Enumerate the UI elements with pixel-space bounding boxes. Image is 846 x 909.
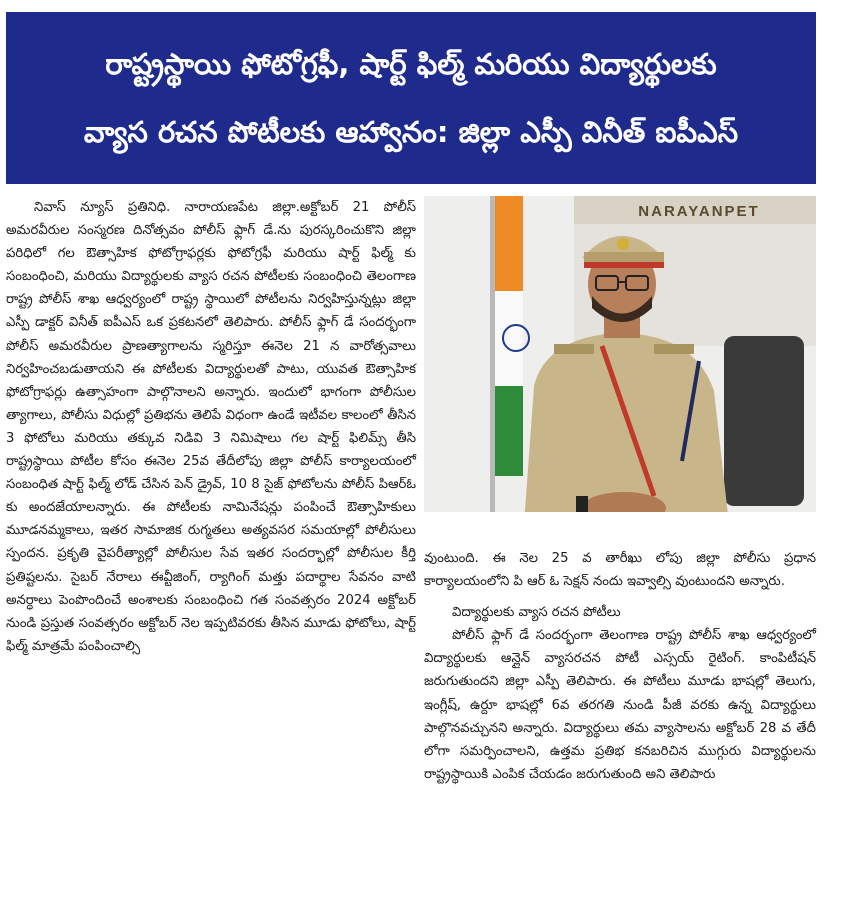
essay-subheading: విద్యార్థులకు వ్యాస రచన పోటీలు xyxy=(452,605,621,621)
article-column-left xyxy=(6,196,416,658)
headline-line-1: రాష్ట్రస్థాయి ఫోటోగ్రఫీ, షార్ట్ ఫిల్మ్ మరియు విద్యార్థులకు xyxy=(105,47,717,81)
headline-line-2: వ్యాస రచన పోటీలకు ఆహ్వానం: జిల్లా ఎస్పీ వినీత్ ఐపీఎస్ xyxy=(83,115,739,149)
article-continuation: వుంటుంది. ఈ నెల 25 వ తారీఖు లోపు జిల్లా పోలీసు ప్రధాన కార్యాలయంలోని పి ఆర్ ఓ సెక్షన్ నందు ఇవ్వాల్సి వుంటుందని అన్నారు. xyxy=(424,551,816,590)
officer-photo-illustration xyxy=(424,196,816,524)
headline xyxy=(6,30,816,166)
headline-banner xyxy=(6,12,816,184)
article-paragraph: నివాస్ న్యూస్ ప్రతినిధి. నారాయణపేట జిల్లా.అక్టోబర్ 21 పోలీస్ అమరవీరుల సంస్మరణ దినోత్సవం పోలీస్ ఫ్లాగ్ డే.ను పురస్కరించుకొని జిల్లా పరిధిలో గల ఔత్సాహిక ఫోటోగ్రాఫర్లకు ఫోటోగ్రఫీ మరియు షార్ట్ ఫిల్మ్ కు సంబంధించి, మరియు విద్యార్థులకు వ్యాస రచన పోటీలకు సంబంధించి తెలంగాణ రాష్ట్ర పోలీస్ శాఖ ఆధ్వర్యంలో రాష్ట్ర స్థాయిలో పోటీలను నిర్వహిస్తున్నట్లు జిల్లా ఎస్పీ డాక్టర్ వినీత్ ఐపీఎస్ ఒక ప్రకటనలో తెలిపారు. పోలీస్ ఫ్లాగ్ డే సందర్భంగా పోలీస్ అమరవీరుల ప్రాణత్యాగాలను స్మరిస్తూ ఈనెల 21 న వారోత్సవాలు నిర్వహించబడుతాయని ఈ పోటీలకు విద్యార్థులతో పాటు, యువత ఔత్సాహిక ఫోటోగ్రాఫర్లు ఉత్సాహంగా పాల్గొనాలని అన్నారు. ఇందులో భాగంగా పోలీసుల త్యాగాలు, పోలీసు విధుల్లో ప్రతిభను తెలిపే విధంగా ఉండే ఇటీవల కాలంలో తీసిన 3 ఫోటోలు మరియు తక్కువ నిడివి 3 నిమిషాలు గల షార్ట్ ఫిలిమ్స్ తీసి రాష్ట్రస్థాయి పోటీల కోసం ఈనెల 25వ తేదీలోపు జిల్లా పోలీస్ కార్యాలయంలో సంబంధిత షార్ట్ ఫిల్మ్ లోడ్ చేసిన పెన్ డ్రైవ్, 10 8 సైజ్ ఫోటోలను పోలీస్ పిఆర్ఓ కు అందజేయాలన్నారు. ఈ పోటీలకు నామినేషన్లు పంపించే ఔత్సాహికులు మూడనమ్మకాలు, ఇతర సామాజిక రుగ్మతలు అత్యవసర సమయాల్లో పోలీసులు స్పందన. ప్రకృతి వైపరీత్యాల్లో పోలీసుల సేవ ఇతర సందర్భాల్లో పోలీసుల కీర్తి ప్రతిష్టలను. సైబర్ నేరాలు ఈవ్టీజింగ్, ర్యాగింగ్ మత్తు పదార్థాల సేవనం వాటి అనర్ధాలు పెంపొందించే అంశాలకు సంబంధించి గత సంవత్సరం 2024 అక్టోబర్ నుండి ప్రస్తుత సంవత్సరం అక్టోబర్ నెల ఇప్పటివరకు తీసిన మూడు ఫోటోలు, షార్ట్ ఫిల్మ్ మాత్రమే పంపించాల్సి xyxy=(6,200,416,654)
sign-text: NARAYANPET xyxy=(638,203,760,220)
officer-photo xyxy=(424,196,816,524)
article-column-right xyxy=(424,547,816,786)
essay-paragraph: పోలీస్ ఫ్లాగ్ డే సందర్భంగా తెలంగాణ రాష్ట్ర పోలీస్ శాఖ ఆధ్వర్యంలో విద్యార్థులకు ఆన్లైన్ వ్యాసరచన పోటీ ఎస్సయ్ రైటింగ్. కాంపిటీషన్ జరుగుతుందని జిల్లా ఎస్పీ తెలిపారు. ఈ పోటీలు మూడు భాషల్లో తెలుగు, ఇంగ్లీష్, ఉర్దూ భాషల్లో 6వ తరగతి నుండి పీజీ వరకు ఉన్న విద్యార్థులు పాల్గొనవచ్చునని అన్నారు. విద్యార్థులు తమ వ్యాసాలను అక్టోబర్ 28 వ తేదీ లోగా సమర్పించాలని, ఉత్తమ ప్రతిభ కనబరిచిన ముగ్గురు విద్యార్థులను రాష్ట్రస్థాయికి ఎంపిక చేయడం జరుగుతుంది అని తెలిపారు xyxy=(424,628,816,782)
